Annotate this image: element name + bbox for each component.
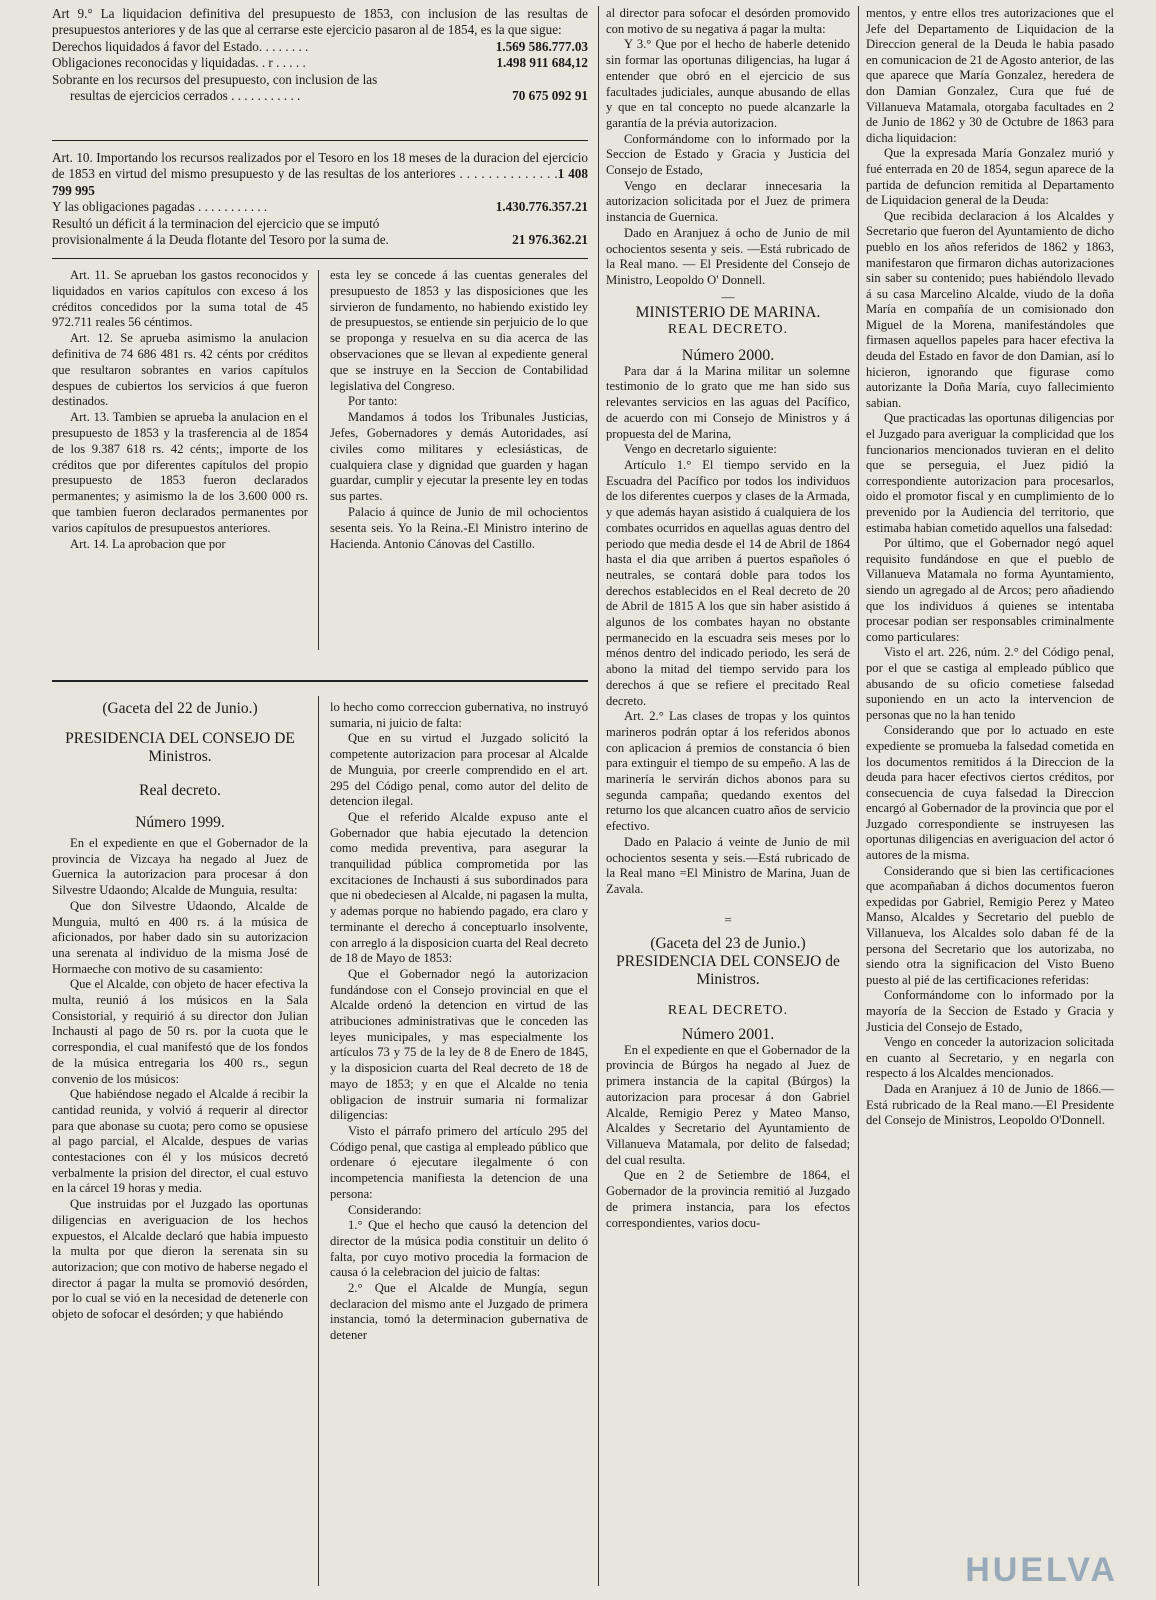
paragraph: En el expediente en que el Gobernador de la provincia de Vizcaya ha negado al Juez de Guernica la autorizacion para procesar á don Silvestre Udaondo; Alcalde de Munguia, resulta:	[52, 836, 308, 898]
paragraph: Dada en Aranjuez á 10 de Junio de 1866.—Está rubricado de la Real mano.—El Presidente del Consejo de Ministros, Leopoldo O'Donnell.	[866, 1081, 1114, 1128]
row-label: Y las obligaciones pagadas . . . . . . . . . . .	[52, 199, 268, 215]
paragraph: Dado en Aranjuez á ocho de Junio de mil ochocientos sesenta y seis. —Está rubricado de la Real mano. — El Presidente del Consejo de Ministro, Leopoldo O' Donnell.	[606, 225, 850, 287]
archive-watermark: HUELVA	[965, 1551, 1118, 1589]
paragraph: Que el referido Alcalde expuso ante el Gobernador que habia ejecutado la detencion como medida preventiva, para asegurar la tranquilidad pública comprometida por las excitaciones de Inchausti á sus subordinados para que ni obedeciesen al Alcalde, ni pagasen la multa, y ademas porque no habiendo pagado, era claro y terminante el derecho á conceptuarlo insolvente, con arreglo á la disposicion cuarta del Real decreto de 18 de Mayo de 1853:	[330, 809, 588, 966]
col3	[606, 6, 850, 1231]
gaceta-date: (Gaceta del 23 de Junio.)	[650, 935, 806, 953]
paragraph: Que practicadas las oportunas diligencias por el Juzgado para averiguar la complicidad que los funcionarios mencionados tuvieran en el delito que se perseguia, el Juez pidió la correspondiente autorizacion para procesarlos, oido el promotor fiscal y en cumplimiento de lo prevenido por la Audiencia del territorio, que estimaba habian cometido aquellos una falsedad:	[866, 411, 1114, 535]
column-rule	[318, 270, 319, 650]
top-section	[52, 6, 588, 104]
separator: —	[721, 288, 735, 304]
paragraph: Art. 2.° Las clases de tropas y los quintos marineros podrán optar á los referidos abonos con aplicacion á premios de constancia ó bien para extinguir el tiempo de su empeño. A las de marinería le servirán dichos abonos para su segunda campaña; quedando exentos del returno los que alcancen cuatro años de servicio efectivo.	[606, 709, 850, 834]
paragraph: Por tanto:	[348, 394, 398, 409]
row-label: resultas de ejercicios cerrados . . . . . . . . . . .	[70, 88, 301, 104]
paragraph: Que en 2 de Setiembre de 1864, el Gobernador de la provincia remitió al Juzgado de primera instancia, para los efectos correspondientes, varios docu-	[606, 1168, 850, 1230]
decree-number: Número 2000.	[681, 347, 775, 365]
paragraph: Vengo en declarar innecesaria la autorizacion solicitada por el Juez de primera instancia de Guernica.	[606, 178, 850, 225]
section-title: PRESIDENCIA DEL CONSEJO de Ministros.	[616, 953, 840, 989]
section-rule	[52, 680, 588, 682]
divider	[52, 258, 588, 259]
row-amount: 1.430.776.357.21	[495, 199, 588, 215]
paragraph: Que en su virtud el Juzgado solicitó la competente autorizacion para procesar al Alcalde de Munguia, por creerle comprendido en el art. 295 del Código penal, como autor del delito de detencion ilegal.	[330, 731, 588, 809]
row-obligaciones	[52, 55, 588, 71]
paragraph: Que el Gobernador negó la autorizacion fundándose con el Consejo provincial en que el Alcalde ordenó la detencion en virtud de las atribuciones administrativas que le conceden las leyes municipales, y mas especialmente los artículos 73 y 75 de la ley de 8 de Enero de 1845, y la disposicion cuarta del Real decreto de 18 de mayo de 1853; y en que el Alcalde no tenia obligacion de instruir sumaria ni formalizar diligencias:	[330, 966, 588, 1123]
art10-text	[52, 150, 588, 199]
g22-col1	[52, 700, 308, 1323]
row-amount: 21 976.362.21	[512, 232, 588, 248]
art10-deficit: Resultó un déficit á la terminacion del ejercicio que se imputó	[52, 215, 380, 231]
decree-heading: Real decreto.	[139, 782, 221, 799]
paragraph: En el expediente en que el Gobernador de la provincia de Búrgos ha negado al Juez de primera instancia de la capital (Búrgos) la autorizacion para procesar á don Gabriel Alcalde, Remigio Perez y Mateo Manso, Alcaldes y Secretario del Ayuntamiento de Villanueva Matamala, por delito de falsedad; del cual resulta.	[606, 1042, 850, 1167]
row-label: provisionalmente á la Deuda flotante del Tesoro por la suma de.	[52, 232, 389, 248]
art10-section	[52, 150, 588, 248]
row-deuda	[52, 232, 588, 248]
g22-col2	[330, 700, 588, 1344]
paragraph: Que instruidas por el Juzgado las oportunas diligencias en averiguacion de los hechos expuestos, el Alcalde declaró que habia impuesto la multa por que dieron la serenata sin su autorizacion; que con motivo de haberse negado el director á pagar la multa se promovió desórden, por lo cual se vió en la necesidad de detenerle con objeto de sofocar el desórden; y que habiéndo	[52, 1197, 308, 1322]
section-title: PRESIDENCIA DEL CONSEJO DE Ministros.	[65, 730, 295, 765]
paragraph: 2.° Que el Alcalde de Mungía, segun declaracion del mismo ante el Juzgado de primera instancia, tomó la determinacion gubernativa de detener	[330, 1281, 588, 1343]
ley-col1	[52, 268, 308, 552]
row-derechos	[52, 39, 588, 55]
column-rule	[598, 6, 599, 1586]
paragraph: mentos, y entre ellos tres autorizaciones que el Jefe del Departamento de Liquidacion de la Direccion general de la Deuda le habia pasado en comunicacion de 21 de Agosto anterior, de las que aparece que María Gonzalez, heredera de don Damian Gonzalez, Cura que fué de Villanueva Matamala, otorgaba facultades en 2 de Junio de 1862 y 30 de Octubre de 1863 para dicha liquidacion:	[866, 6, 1114, 145]
paragraph: Palacio á quince de Junio de mil ochocientos sesenta seis. Yo la Reina.-El Ministro interino de Hacienda. Antonio Cánovas del Castillo.	[330, 504, 588, 551]
column-rule	[858, 6, 859, 1586]
art10-amount: 1 408 799 995	[52, 166, 588, 198]
row-label: Sobrante en los recursos del presupuesto, con inclusion de las	[52, 71, 378, 87]
paragraph: Art. 12. Se aprueba asimismo la anulacion definitiva de 74 686 481 rs. 42 cénts por créditos que resultaron sobrantes en varios capítulos despues de cubiertos los servicios á que fueron destinados.	[52, 331, 308, 409]
paragraph: 1.° Que el hecho que causó la detencion del director de la música podia constituir un delito ó falta, por cuyo motivo procedia la formacion de causa ó la celebracion del juicio de faltas:	[330, 1218, 588, 1280]
ley-col2	[330, 268, 588, 552]
row-label: Derechos liquidados á favor del Estado. . . . . . . .	[52, 38, 309, 54]
paragraph: Por último, que el Gobernador negó aquel requisito fundándose en que el pueblo de Villanueva Matamala no forma Ayuntamiento, siendo un agregado al de Arcos; pero añadiendo que los individuos á quienes se intentaba procesar podian ser responsables criminalmente como particulares:	[866, 536, 1114, 644]
paragraph: Considerando que por lo actuado en este expediente se promueba la falsedad cometida en los documentos remitidos á la Direccion de la deuda para hacer efectivos ciertos créditos, por consecuencia de cuya falsedad la Direccion encargó al Gobernador de la provincia que por el Juzgado correspondiente se instruyesen las oportunas diligencias en averiguacion del actor ó autores de la misma.	[866, 723, 1114, 863]
gaceta-date: (Gaceta del 22 de Junio.)	[102, 700, 258, 717]
paragraph: al director para sofocar el desórden promovido con motivo de su negativa á pagar la multa:	[606, 6, 850, 36]
paragraph: Vengo en decretarlo siguiente:	[624, 442, 777, 457]
paragraph: Visto el art. 226, núm. 2.° del Código penal, por el que se castiga al empleado público que abusando de su oficio cometiese falsedad suponiendo en un acto la intervencion de personas que no la han tenido	[866, 645, 1114, 722]
col4	[866, 6, 1114, 1129]
paragraph: Considerando:	[348, 1202, 422, 1217]
paragraph: Considerando que si bien las certificaciones que acompañaban á dichos documentos fueron expedidas por Gabriel, Remigio Perez y Mateo Manso, Alcaldes y Secretario del pueblo de Villanueva, los Alcaldes solo daban fé de la persona del Secretario que los autorizaba, no siendo otra la significacion del Visto Bueno puesto al pié de las certificaciones referidas:	[866, 863, 1114, 987]
paragraph: Dado en Palacio á veinte de Junio de mil ochocientos sesenta y seis.—Está rubricado de la Real mano =El Ministro de Marina, Juan de Zavala.	[606, 834, 850, 896]
row-pagadas	[52, 199, 588, 215]
paragraph: Para dar á la Marina militar un solemne testimonio de lo grato que me han sido sus relevantes servicios en las aguas del Pacífico, de acuerdo con mi Consejo de Ministros y á propuesta del de Marina,	[606, 363, 850, 441]
art10-body: Art. 10. Importando los recursos realizados por el Tesoro en los 18 meses de la duracion del ejercicio de 1853 en virtud del mismo presupuesto y de las resultas de los anteriores . . . . . . . . . . . . . .	[52, 150, 588, 182]
paragraph: Art. 13. Tambien se aprueba la anulacion en el presupuesto de 1853 y la trasferencia al de 1854 de los 9.387 618 rs. 42 cénts;, importe de los créditos que por diferentes capítulos del propio presupuesto de 1853 fueron declarados permanentes; y asimismo la de los 3.600 000 rs. que tambien fueron declarados permanentes por varios capítulos de presupuestos anteriores.	[52, 410, 308, 535]
row-resultas	[52, 88, 588, 104]
paragraph: Mandamos á todos los Tribunales Justicias, Jefes, Gobernadores y demás Autoridades, así civiles como militares y eclesiásticas, de cualquiera clase y dignidad que guarden y hagan guardar, cumplir y ejecutar la presente ley en todas sus partes.	[330, 410, 588, 504]
ministry-title: MINISTERIO DE MARINA.	[635, 304, 821, 322]
decree-heading: REAL DECRETO.	[667, 322, 789, 338]
row-amount: 1.569 586.777.03	[495, 38, 588, 54]
column-rule	[318, 696, 319, 1586]
paragraph: esta ley se concede á las cuentas generales del presupuesto de 1853 y las disposiciones que les sirvieron de fundamento, no habiendo existido ley de presupuestos, se entiende sin perjuicio de lo que se proponga y resuelva en su dia acerca de las observaciones que se llevan al expediente general que se instruye en la Seccion de Contabilidad legislativa del Congreso.	[330, 268, 588, 393]
paragraph: Que habiéndose negado el Alcalde á recibir la cantidad reunida, y volvió á requerir al director para que abonase su cuota; pero como se opusiese al pago parcial, el Alcalde, despues de varias contestaciones con él y los músicos decretó verbalmente la prision del director, el cual estuvo en la cárcel 19 horas y media.	[52, 1087, 308, 1196]
separator: =	[724, 911, 732, 927]
paragraph: Que don Silvestre Udaondo, Alcalde de Munguia, multó en 400 rs. á la música de aficionados, por haber dado sin su autorizacion una serenata al individuo de la misma José de Hormaeche con motivo de su casamiento:	[52, 898, 308, 976]
paragraph: Vengo en conceder la autorizacion solicitada en cuanto al Secretario, y en negarla con respecto á los Alcaldes mencionados.	[866, 1035, 1114, 1081]
paragraph: Visto el párrafo primero del artículo 295 del Código penal, que castiga al empleado público que ordenare ó ejecutare ilegalmente ó con incompetencia manifiesta la detencion de una persona:	[330, 1123, 588, 1201]
row-amount: 70 675 092 91	[512, 88, 588, 104]
paragraph: Conformándome con lo informado por la Seccion de Estado y Gracia y Justicia del Consejo de Estado,	[606, 131, 850, 178]
paragraph: Y 3.° Que por el hecho de haberle detenido sin formar las oportunas diligencias, ha lugar á entender que obró en el ejercicio de sus facultades judiciales, aunque abusando de ellas y que en tal concepto no puede alcanzarle la garantía de la prévia autorizacion.	[606, 37, 850, 130]
paragraph: lo hecho como correccion gubernativa, no instruyó sumaria, ni juicio de falta:	[330, 700, 588, 730]
paragraph: Art. 14. La aprobacion que por	[70, 536, 226, 551]
paragraph: Conformándome con lo informado por la mayoría de la Seccion de Estado y Gracia y Justicia del Consejo de Estado,	[866, 988, 1114, 1034]
paragraph: Que recibida declaracion á los Alcaldes y Secretario que fueron del Ayuntamiento de dicho pueblo en los años referidos de 1862 y 1863, manifestaron que firmaron dichas autorizaciones sin saber su contenido; pues habiéndolo llevado á su casa Marcelino Alcalde, viudo de la doña María en compañía de un comisionado don Miguel de la Morena, manifestándoles que firmasen aquellos papeles para hacer efectiva la deuda del Estado en favor de don Damian, así lo hicieron, ignorando que figurase como autorizante la Doña María, cuyo fallecimiento sabian.	[866, 208, 1114, 410]
row-sobrante	[52, 72, 588, 88]
decree-heading: REAL DECRETO.	[667, 1003, 789, 1019]
decree-number: Número 2001.	[681, 1026, 775, 1044]
paragraph: Art. 11. Se aprueban los gastos reconocidos y liquidados en varios capítulos con exceso á los créditos concedidos por la suma total de 45 972.711 reales 56 céntimos.	[52, 268, 308, 330]
row-amount: 1.498 911 684,12	[496, 55, 588, 71]
paragraph: Artículo 1.° El tiempo servido en la Escuadra del Pacífico por todos los individuos de los diferentes cuerpos y clases de la Armada, y que además hayan asistido á cualquiera de los combates ocurridos en aquellas aguas dentro del periodo que media desde el 14 de Abril de 1864 hasta el dia que arriben á puertos españoles ó neutrales, se contará doble para todos los derechos establecidos en el Real decreto de 20 de Abril de 1815 A los que sin haber asistido á algunos de los combates hayan no obstante permanecido en la escuadra seis meses por lo ménos dentro del indicado periodo, les será de abono la mitad del tiempo servido para los derechos á que se refiere el precitado Real decreto.	[606, 457, 850, 708]
decree-number: Número 1999.	[135, 814, 225, 831]
divider	[52, 140, 588, 141]
paragraph: Que la expresada María Gonzalez murió y fué enterrada en 20 de 1854, segun aparece de la partida de defuncion remitida al Departamento de Liquidacion general de la Deuda:	[866, 146, 1114, 208]
row-label: Obligaciones reconocidas y liquidadas. . r . . . . .	[52, 55, 306, 71]
paragraph: Que el Alcalde, con objeto de hacer efectiva la multa, reunió á los músicos en la Sala Consistorial, y requirió á su director don Julian Inchausti al pago de 50 rs. por la cuota que le correspondia, el cual manifestó que de los fondos de la música entregaria los 400 rs., segun convenio de los músicos:	[52, 977, 308, 1086]
art9-text: Art 9.° La liquidacion definitiva del presupuesto de 1853, con inclusion de las resultas de presupuestos anteriores y de las que al cerrarse este ejercicio pasaron al de 1854, es la que sigue:	[52, 6, 588, 38]
